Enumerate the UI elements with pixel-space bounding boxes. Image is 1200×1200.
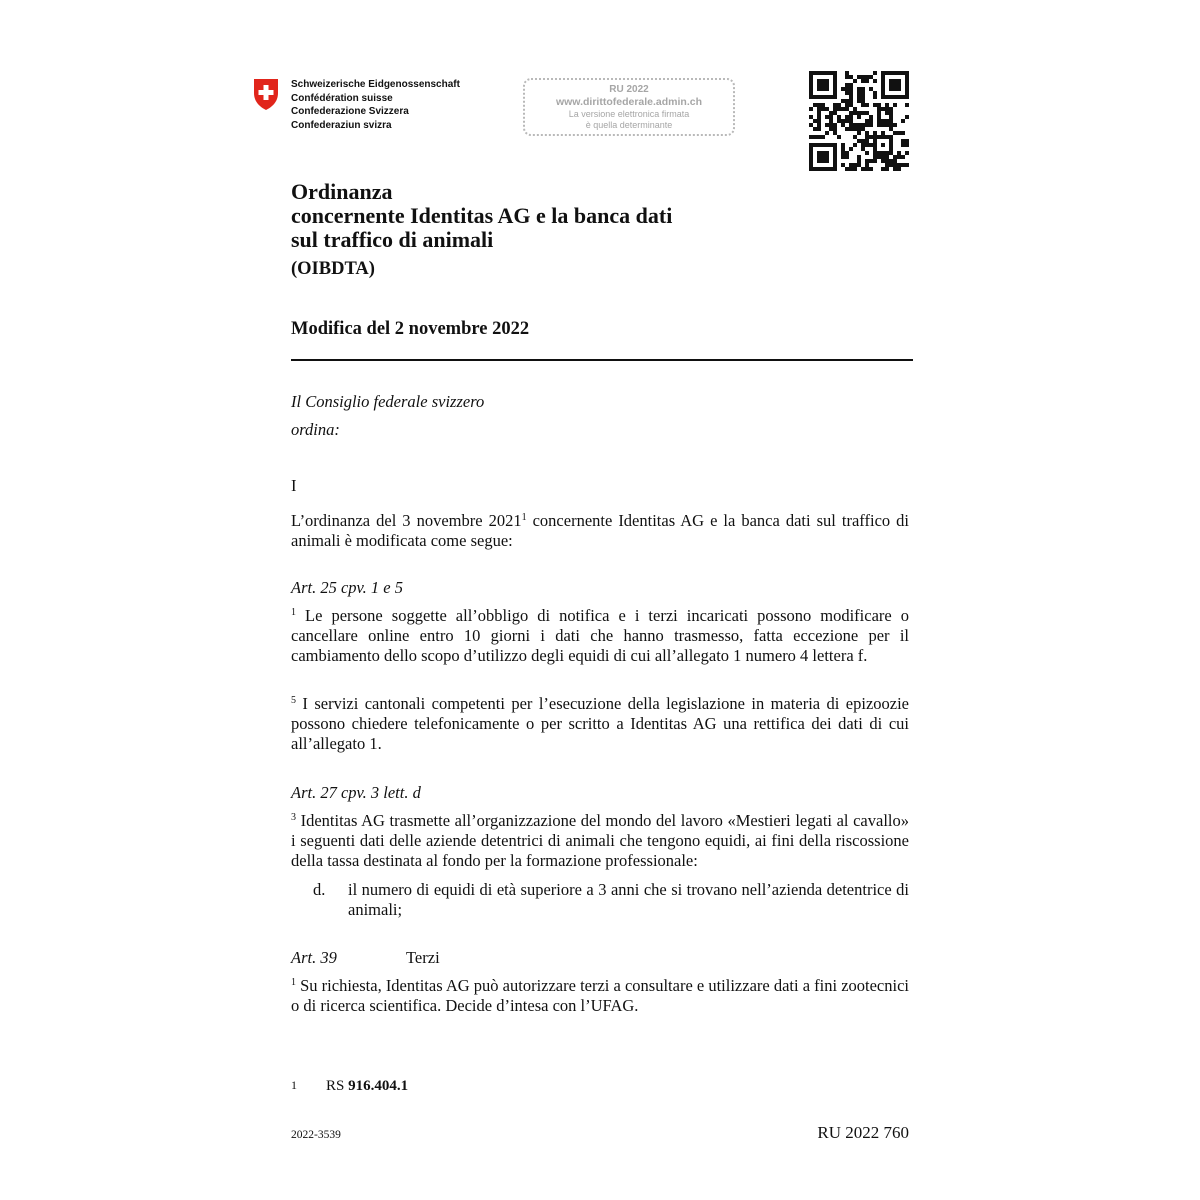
title-line-1: Ordinanza bbox=[291, 179, 393, 204]
paragraph-number: 1 bbox=[291, 607, 296, 618]
paragraph-text: Identitas AG trasmette all’organizzazione del mondo del lavoro «Mestieri legati al cavallo» i seguenti dati delle aziende detentrici di animali che tengono equidi, ai fini della riscossione della tassa destinata al fondo per la formazione professionale: bbox=[291, 811, 909, 870]
article-25-paragraph-5 bbox=[291, 694, 909, 754]
section-number: I bbox=[291, 476, 297, 495]
article-25-paragraph-1 bbox=[291, 606, 909, 666]
article-27-heading: Art. 27 cpv. 3 lett. d bbox=[291, 783, 421, 802]
list-item-text: il numero di equidi di età superiore a 3 anni che si trovano nell’azienda detentrice di animali; bbox=[348, 880, 909, 919]
confederation-name-de: Schweizerische Eidgenossenschaft bbox=[291, 79, 460, 90]
preamble-ordina: ordina: bbox=[291, 420, 340, 439]
paragraph-number: 3 bbox=[291, 812, 296, 823]
article-39-paragraph-1 bbox=[291, 976, 909, 1016]
stamp-ru: RU 2022 bbox=[609, 84, 649, 95]
footnote-number: 1 bbox=[291, 1078, 297, 1092]
title-divider bbox=[291, 359, 913, 361]
confederation-name-it: Confederazione Svizzera bbox=[291, 106, 409, 117]
intro-paragraph bbox=[291, 511, 909, 551]
confederation-names bbox=[291, 78, 460, 132]
ordinance-title bbox=[291, 180, 672, 252]
footnote-text bbox=[326, 1078, 408, 1095]
title-line-3: sul traffico di animali bbox=[291, 227, 494, 252]
paragraph-text: Le persone soggette all’obbligo di notifica e i terzi incaricati possono modificare o cancellare online entro 10 giorni i dati che hanno trasmesso, fatta eccezione per il cambiamento dello scopo d’utilizzo degli equidi di cui all’allegato 1 numero 4 lettera f. bbox=[291, 606, 909, 665]
stamp-note-2: è quella determinante bbox=[585, 120, 673, 130]
confederation-name-rm: Confederaziun svizra bbox=[291, 119, 392, 131]
confederation-name-fr: Confédération suisse bbox=[291, 92, 393, 104]
article-25-heading: Art. 25 cpv. 1 e 5 bbox=[291, 578, 403, 597]
paragraph-text: I servizi cantonali competenti per l’esecuzione della legislazione in materia di epizoozie possono chiedere telefonicamente o per scritto a Identitas AG una rettifica dei dati di cui all’allegato 1. bbox=[291, 694, 909, 753]
footnote-prefix: RS bbox=[326, 1078, 349, 1094]
document-number: 2022-3539 bbox=[291, 1129, 341, 1141]
title-line-2: concernente Identitas AG e la banca dati bbox=[291, 203, 673, 228]
qr-code-icon bbox=[809, 71, 909, 171]
paragraph-number: 1 bbox=[291, 977, 296, 988]
article-39-title: Terzi bbox=[406, 948, 440, 967]
amendment-date: Modifica del 2 novembre 2022 bbox=[291, 319, 530, 339]
paragraph-number: 5 bbox=[291, 695, 296, 706]
ordinance-abbreviation: (OIBDTA) bbox=[291, 259, 375, 279]
preamble-council: Il Consiglio federale svizzero bbox=[291, 392, 485, 411]
article-27-paragraph-3 bbox=[291, 811, 909, 871]
stamp-note-1: La versione elettronica firmata bbox=[568, 109, 690, 119]
stamp-url: www.dirittofederale.admin.ch bbox=[555, 96, 703, 108]
intro-text-after: concernente Identitas AG e la banca dati sul traffico di animali è modificata come segue: bbox=[291, 511, 909, 550]
article-39-heading: Art. 39 bbox=[291, 948, 337, 967]
intro-text-before: L’ordinanza del 3 novembre 2021 bbox=[291, 511, 522, 530]
footnote-reference: 1 bbox=[521, 512, 527, 523]
swiss-cross-logo-icon bbox=[253, 78, 279, 111]
paragraph-text: Su richiesta, Identitas AG può autorizzare terzi a consultare e utilizzare dati a fini zootecnici o di ricerca scientifica. Decide d’intesa con l’UFAG. bbox=[291, 976, 909, 1015]
footnote-ref: 916.404.1 bbox=[348, 1078, 409, 1094]
list-item-letter: d. bbox=[313, 880, 326, 899]
page-reference: RU 2022 760 bbox=[817, 1123, 909, 1142]
electronic-version-stamp bbox=[523, 78, 735, 136]
